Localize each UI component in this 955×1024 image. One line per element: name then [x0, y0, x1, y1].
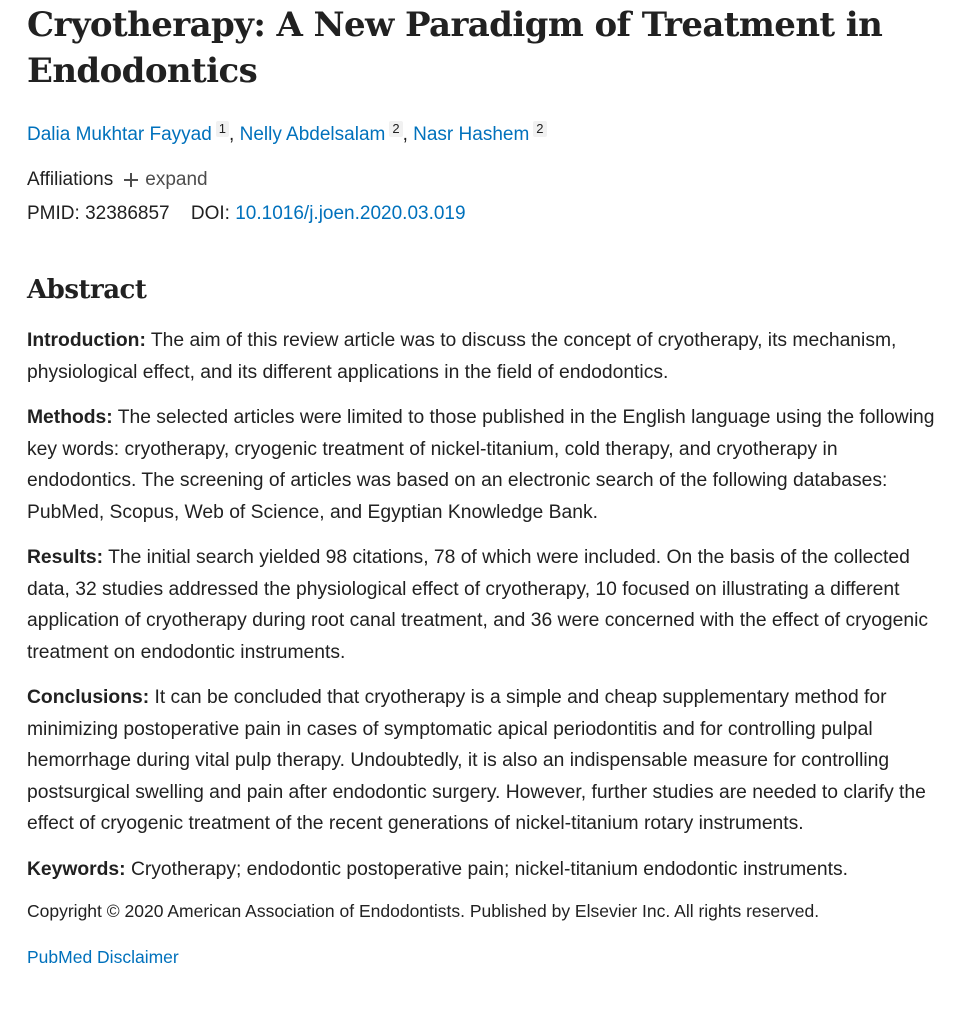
section-text: The aim of this review article was to discuss the concept of cryotherapy, its mechanism, physiological effect, and its different applications in the field of endodontics. [27, 330, 897, 383]
copyright-notice: Copyright © 2020 American Association of Endodontists. Published by Elsevier Inc. All rights reserved. [27, 901, 820, 921]
section-text: It can be concluded that cryotherapy is a simple and cheap supplementary method for minimizing postoperative pain in cases of symptomatic apical periodontitis and for controlling pulpal hemorrhage during vital pulp therapy. Undoubtedly, it is also an indispensable measure for controlling postsurgical swelling and pain after endodontic surgery. However, further studies are needed to clarify the effect of cryogenic treatment of the recent generations of nickel-titanium rotary instruments. [27, 687, 926, 834]
author-separator: , [229, 124, 235, 145]
expand-label: expand [145, 169, 208, 190]
abstract-conclusions [27, 682, 945, 840]
keywords-text: Cryotherapy; endodontic postoperative pain; nickel-titanium endodontic instruments. [130, 858, 848, 880]
affiliation-badge[interactable]: 2 [389, 121, 402, 137]
pmid-label: PMID: [27, 203, 80, 224]
section-label: Results: [27, 547, 104, 568]
section-label: Introduction: [27, 330, 146, 351]
pmid-value: 32386857 [85, 203, 170, 224]
abstract-introduction [27, 325, 945, 388]
doi-label: DOI: [190, 203, 230, 224]
abstract-keywords [27, 854, 945, 886]
section-label: Conclusions: [27, 687, 150, 708]
affiliations-row [27, 167, 945, 193]
abstract-heading: Abstract [27, 275, 147, 305]
plus-icon [123, 172, 139, 188]
keywords-label: Keywords: [27, 858, 126, 880]
section-text: The selected articles were limited to those published in the English language using the following key words: cryotherapy, cryogenic treatment of nickel-titanium, cold therapy, and cryotherapy in endodontics. The screening of articles was based on an electronic search of the following databases: PubMed, Scopus, Web of Science, and Egyptian Knowledge Bank. [27, 407, 935, 523]
affiliation-badge[interactable]: 1 [216, 121, 229, 137]
author-link[interactable]: Nasr Hashem [413, 124, 530, 145]
pubmed-disclaimer-link[interactable]: PubMed Disclaimer [27, 947, 179, 967]
abstract-results [27, 542, 945, 668]
author-link[interactable]: Nelly Abdelsalam [239, 124, 386, 145]
section-label: Methods: [27, 407, 113, 428]
affiliations-label: Affiliations [27, 169, 114, 190]
authors-list [27, 121, 945, 148]
identifiers-row [27, 201, 945, 227]
author-separator: , [402, 124, 408, 145]
abstract-methods [27, 402, 945, 528]
expand-affiliations-button[interactable] [123, 167, 207, 193]
section-text: The initial search yielded 98 citations, 78 of which were included. On the basis of the collected data, 32 studies addressed the physiological effect of cryotherapy, 10 focused on illustrating a different application of cryotherapy during root canal treatment, and 36 were concerned with the effect of cryogenic treatment on endodontic instruments. [27, 547, 929, 663]
affiliation-badge[interactable]: 2 [533, 121, 546, 137]
doi-link[interactable]: 10.1016/j.joen.2020.03.019 [235, 203, 466, 224]
author-link[interactable]: Dalia Mukhtar Fayyad [27, 124, 212, 145]
article-title: Cryotherapy: A New Paradigm of Treatment in Endodontics [27, 5, 883, 91]
